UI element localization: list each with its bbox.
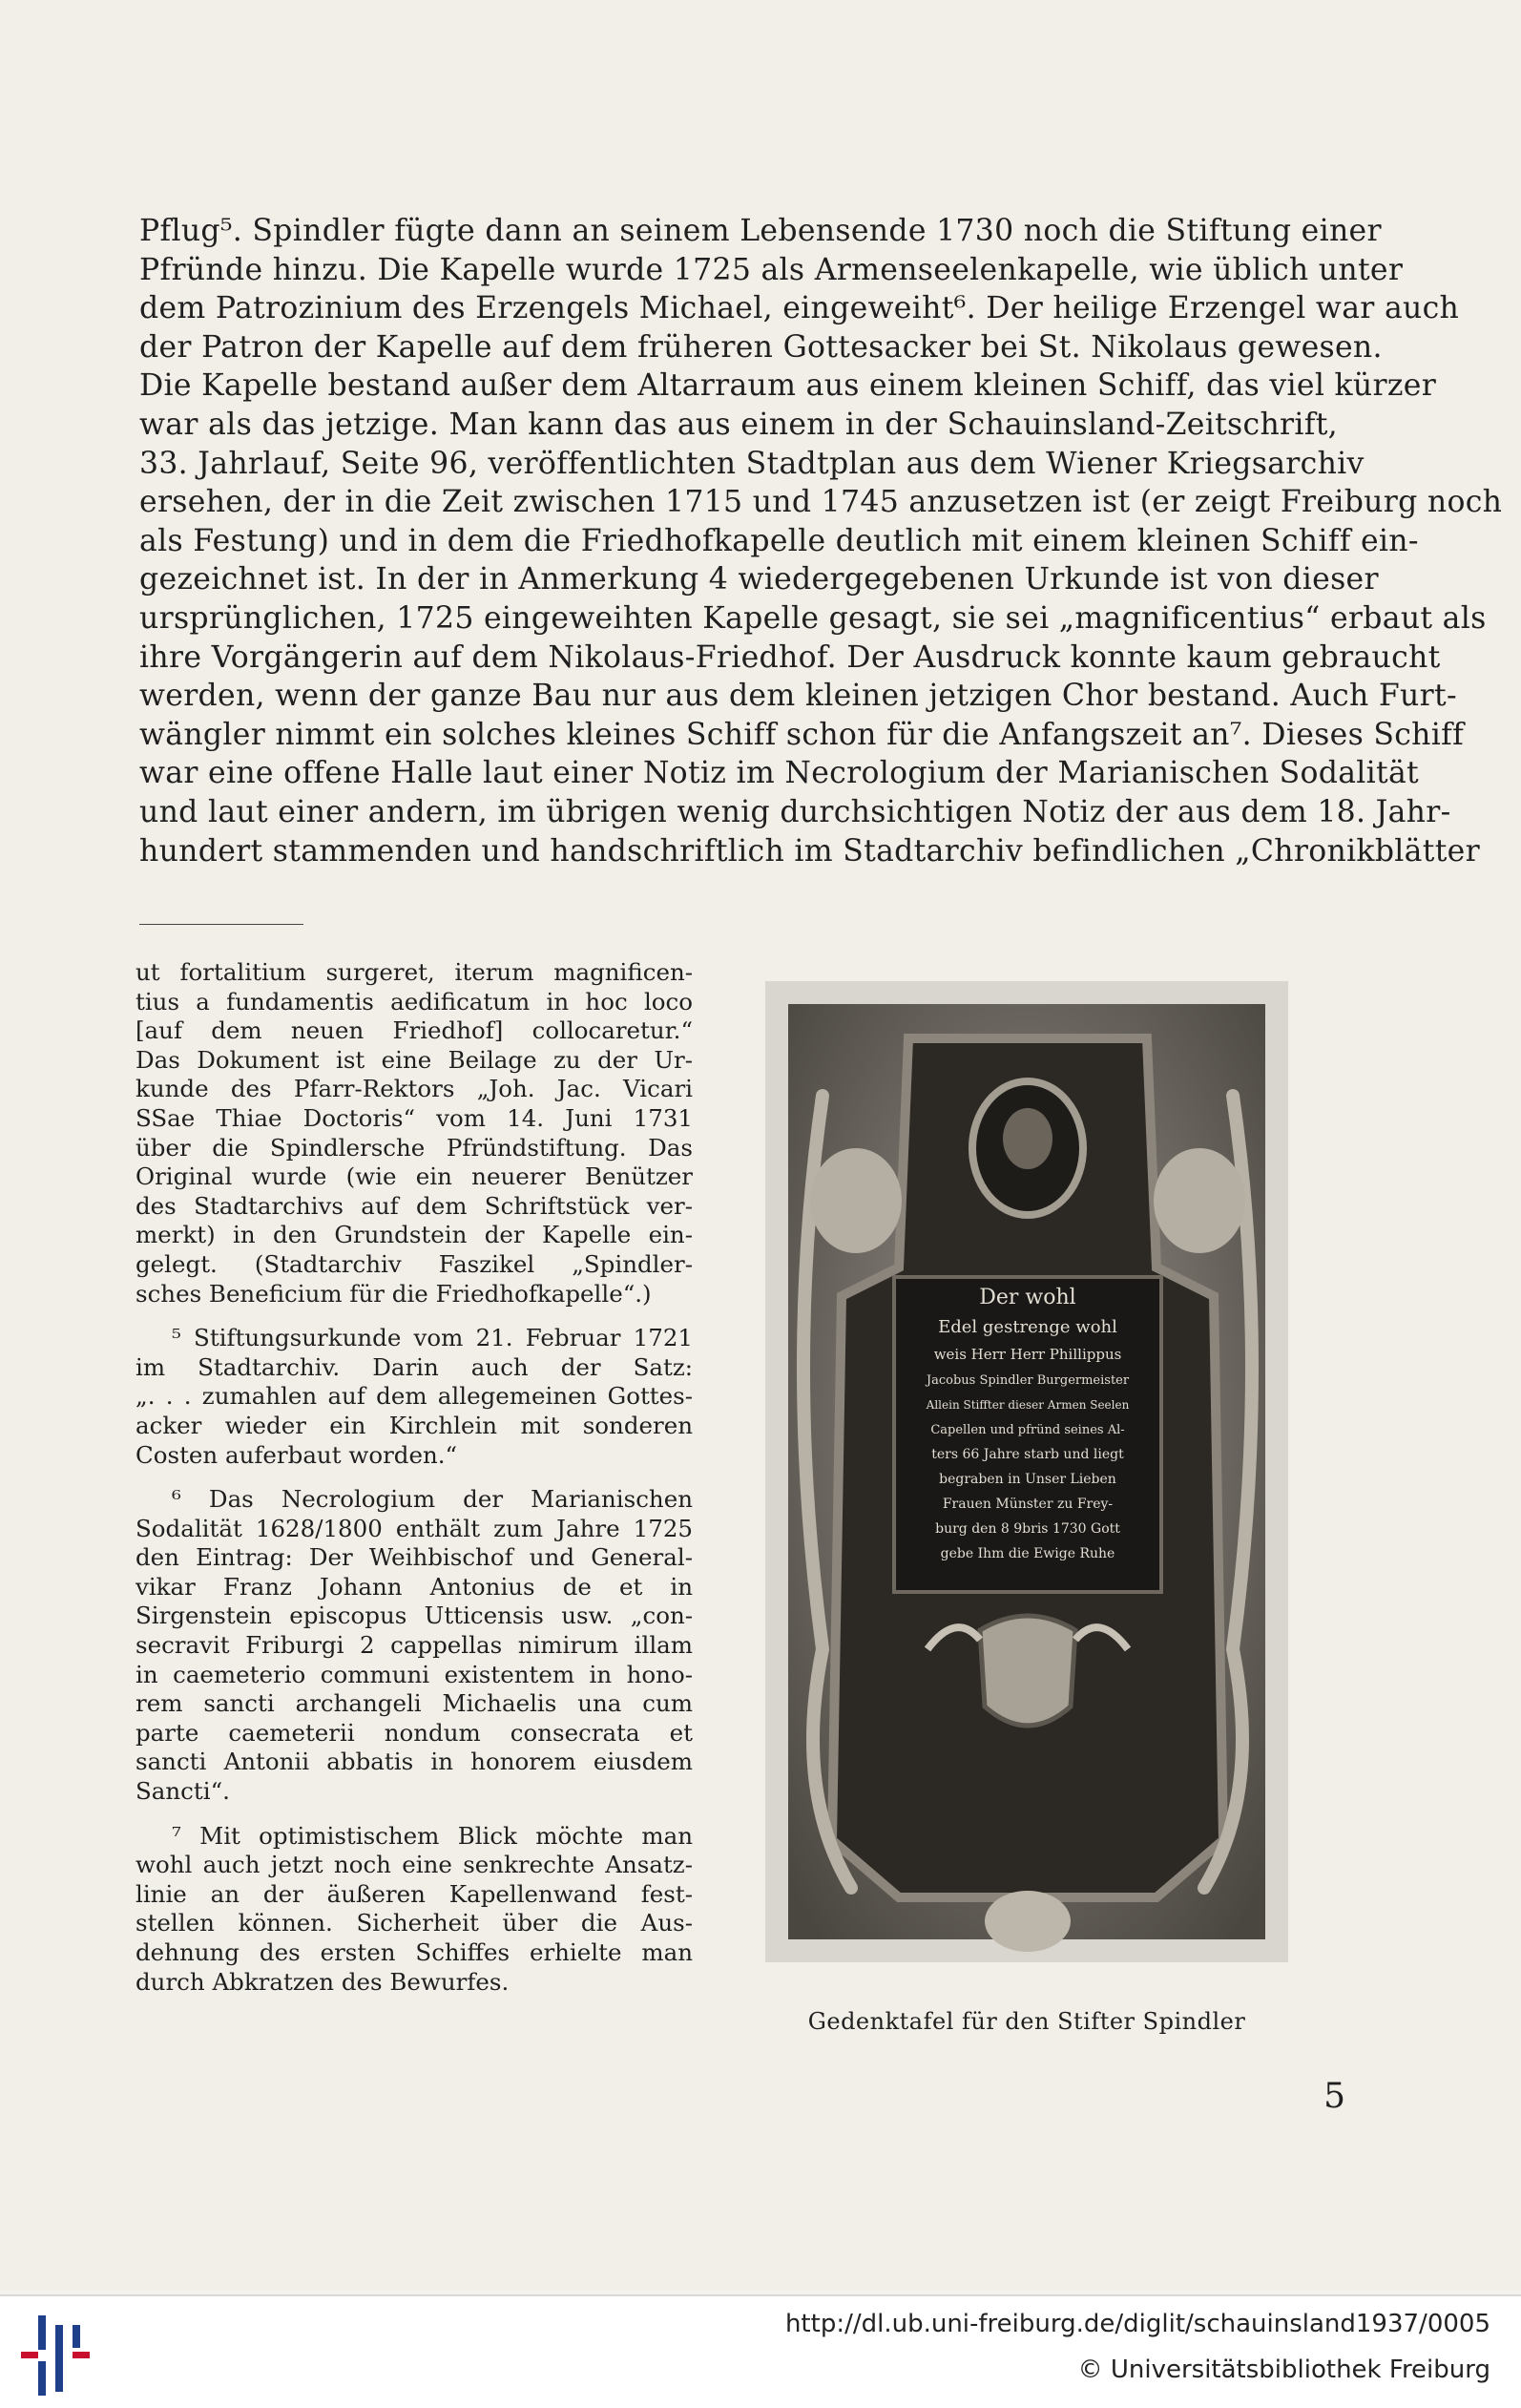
body-line: war als das jetzige. Man kann das aus einem in der Schauinsland-Zeitschrift, [139, 407, 1338, 442]
footnote-line: sancti Antonii abbatis in honorem eiusdem [135, 1748, 693, 1776]
cherub-right-shape [1154, 1148, 1245, 1253]
body-line: werden, wenn der ganze Bau nur aus dem kleinen jetzigen Chor bestand. Auch Furt- [139, 679, 1457, 714]
footnote-line: den Eintrag: Der Weihbischof und General- [135, 1543, 693, 1572]
body-line: Pflug⁵. Spindler fügte dann an seinem Lebensende 1730 noch die Stiftung einer [139, 214, 1382, 248]
body-line: ursprünglichen, 1725 eingeweihten Kapelle gesagt, sie sei „magnificentius“ erbaut als [139, 600, 1487, 636]
footnote-6 [135, 1485, 693, 1807]
body-line: gezeichnet ist. In der in Anmerkung 4 wiedergegebenen Urkunde ist von dieser [139, 562, 1379, 597]
footnote-divider [139, 924, 303, 925]
footnote-line: rem sancti archangeli Michaelis una cum [135, 1689, 693, 1718]
footnote-line: Das Dokument ist eine Beilage zu der Ur- [135, 1045, 693, 1074]
footnote-7 [135, 1822, 693, 1998]
footnote-line: merkt) in den Grundstein der Kapelle ein- [135, 1221, 693, 1249]
body-line: dem Patrozinium des Erzengels Michael, eingeweiht⁶. Der heilige Erzengel war auch [139, 291, 1460, 326]
body-line: wängler nimmt ein solches kleines Schiff schon für die Anfangszeit an⁷. Dieses Schiff [139, 717, 1465, 752]
body-line: als Festung) und in dem die Friedhofkapelle deutlich mit einem kleinen Schiff ein- [139, 523, 1419, 558]
footnote-line: wohl auch jetzt noch eine senkrechte Ansatz- [135, 1851, 693, 1879]
footnote-line: gelegt. (Stadtarchiv Faszikel „Spindler- [135, 1249, 693, 1278]
footnote-line: kunde des Pfarr-Rektors „Joh. Jac. Vicari [135, 1075, 693, 1103]
footnote-line: des Stadtarchivs auf dem Schriftstück ver- [135, 1191, 693, 1220]
footnote-line: ⁵ Stiftungsurkunde vom 21. Februar 1721 [172, 1324, 693, 1352]
page-number: 5 [1323, 2077, 1345, 2116]
body-line: Die Kapelle bestand außer dem Altarraum aus einem kleinen Schiff, das viel kürzer [139, 368, 1437, 404]
body-line: hundert stammenden und handschriftlich im Stadtarchiv befindlichen „Chronikblätter [139, 833, 1480, 869]
coat-of-arms-shape [980, 1616, 1075, 1726]
footnote-line: parte caemeterii nondum consecrata et [135, 1718, 693, 1747]
footnote-line: Sodalität 1628/1800 enthält zum Jahre 1725 [135, 1514, 693, 1542]
footnote-line: stellen können. Sicherheit über die Aus- [135, 1909, 693, 1937]
footnote-line: ⁶ Das Necrologium der Marianischen [172, 1485, 693, 1514]
footnote-line: „. . . zumahlen auf dem allegemeinen Gottes- [135, 1382, 693, 1411]
plaque-line: begraben in Unser Lieben [939, 1472, 1116, 1487]
footnote-line: in caemeterio communi existentem in hono- [135, 1660, 693, 1688]
plaque-line: Capellen und pfründ seines Al- [930, 1423, 1125, 1437]
footnote-line: secravit Friburgi 2 cappellas nimirum illam [135, 1631, 693, 1660]
viewer-footer [0, 2294, 1521, 2408]
body-text [139, 212, 1503, 870]
body-line: ihre Vorgängerin auf dem Nikolaus-Friedhof. Der Ausdruck konnte kaum gebraucht [139, 639, 1441, 675]
plaque-line: gebe Ihm die Ewige Ruhe [940, 1546, 1115, 1561]
footnote-line: Sirgenstein episcopus Utticensis usw. „con- [135, 1602, 693, 1630]
footnote-line: durch Abkratzen des Bewurfes. [135, 1967, 510, 1996]
copyright-notice: © Universitätsbibliothek Freiburg [1077, 2356, 1490, 2384]
footnote-line: sches Beneficium für die Friedhofkapelle“.) [135, 1279, 652, 1308]
plaque-line: burg den 8 9bris 1730 Gott [935, 1521, 1120, 1537]
plaque-line: weis Herr Herr Phillippus [933, 1346, 1122, 1363]
footnote-line: ⁷ Mit optimistischem Blick möchte man [172, 1821, 693, 1850]
footnote-line: acker wieder ein Kirchlein mit sonderen [135, 1411, 693, 1439]
document-url-link[interactable]: http://dl.ub.uni-freiburg.de/diglit/schauinsland1937/0005 [784, 2310, 1490, 2338]
footnote-line: [auf dem neuen Friedhof] collocaretur.“ [135, 1016, 693, 1045]
footnotes [135, 958, 693, 2012]
footnote-5 [135, 1324, 693, 1470]
body-line: ersehen, der in die Zeit zwischen 1715 und 1745 anzusetzen ist (er zeigt Freiburg noch [139, 485, 1503, 520]
footnote-line: im Stadtarchiv. Darin auch der Satz: [135, 1352, 693, 1381]
footnote-line: Sancti“. [135, 1777, 230, 1806]
plaque-line: Der wohl [979, 1286, 1076, 1309]
university-library-logo [17, 2306, 103, 2401]
cherub-bottom-shape [985, 1891, 1071, 1952]
body-line: und laut einer andern, im übrigen wenig durchsichtigen Notiz der aus dem 18. Jahr- [139, 794, 1451, 829]
body-line: der Patron der Kapelle auf dem früheren Gottesacker bei St. Nikolaus gewesen. [139, 329, 1383, 365]
footnote-4-continued [135, 958, 693, 1309]
plaque-line: Edel gestrenge wohl [938, 1317, 1117, 1337]
footnote-line: vikar Franz Johann Antonius de et in [135, 1572, 693, 1601]
footnote-line: SSae Thiae Doctoris“ vom 14. Juni 1731 [135, 1103, 693, 1132]
footnote-line: ut fortalitium surgeret, iterum magnificen- [135, 958, 693, 986]
body-line: 33. Jahrlauf, Seite 96, veröffentlichten Stadtplan aus dem Wiener Kriegsarchiv [139, 446, 1365, 481]
footnote-line: dehnung des ersten Schiffes erhielte man [135, 1938, 693, 1966]
footnote-line: über die Spindlersche Pfründstiftung. Das [135, 1133, 693, 1162]
plaque-line: Jacobus Spindler Burgermeister [926, 1373, 1130, 1388]
body-line: war eine offene Halle laut einer Notiz im Necrologium der Marianischen Sodalität [139, 756, 1420, 791]
footnote-line: tius a fundamentis aedificatum in hoc loco [135, 987, 693, 1016]
footnote-line: Costen auferbaut worden.“ [135, 1440, 458, 1469]
cherub-left-shape [810, 1148, 902, 1253]
plaque-line: Allein Stiffter dieser Armen Seelen [926, 1398, 1130, 1412]
body-line: Pfründe hinzu. Die Kapelle wurde 1725 als Armenseelenkapelle, wie üblich unter [139, 252, 1404, 287]
plaque-line: Frauen Münster zu Frey- [942, 1497, 1114, 1512]
footnote-line: Original wurde (wie ein neuerer Benützer [135, 1162, 693, 1191]
plaque-line: ters 66 Jahre starb und liegt [931, 1447, 1124, 1462]
memorial-plaque-photo [765, 981, 1288, 1962]
photo-caption: Gedenktafel für den Stifter Spindler [807, 2008, 1246, 2035]
footnote-line: linie an der äußeren Kapellenwand fest- [135, 1879, 693, 1908]
